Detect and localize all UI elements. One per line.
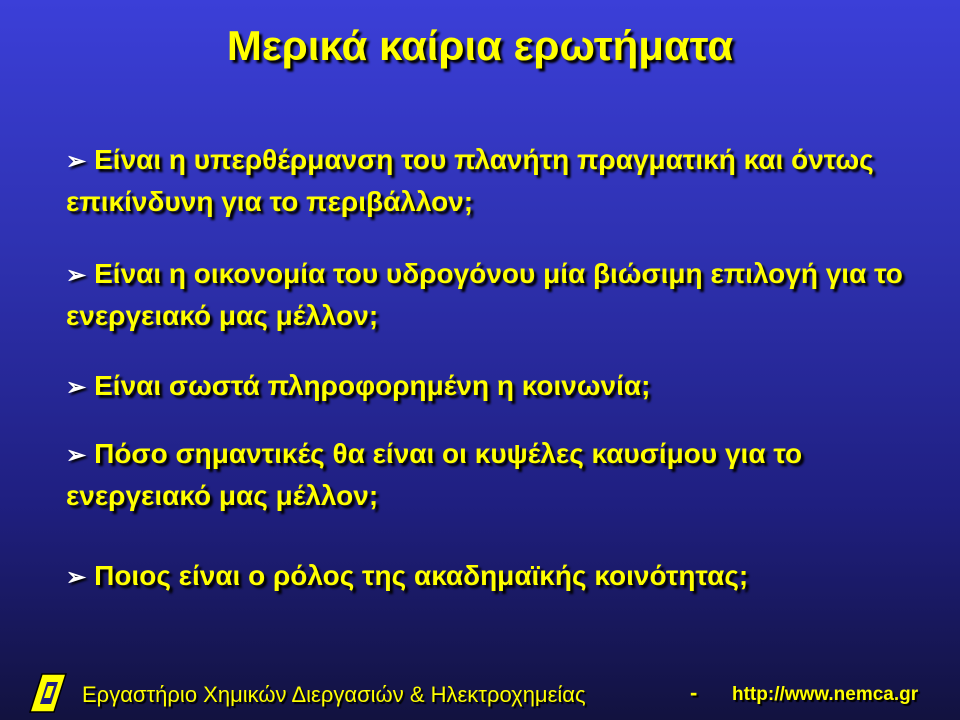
question-text: Είναι σωστά πληροφορημένη η κοινωνία; (94, 370, 651, 401)
website-link[interactable]: http://www.nemca.gr (732, 684, 919, 705)
footer-separator: - (690, 680, 698, 705)
question-text: Είναι η οικονομία του υδρογόνου μία βιώσιμη επιλογή για το ενεργειακό μας μέλλον; (66, 258, 903, 331)
question-item (66, 140, 936, 222)
slide-title: Μερικά καίρια ερωτήματα (226, 22, 734, 69)
footer (0, 668, 960, 720)
question-item (66, 254, 936, 336)
arrow-bullet-icon: ➢ (66, 442, 87, 469)
question-text: Είναι η υπερθέρμανση του πλανήτη πραγματική και όντως επικίνδυνη για το περιβάλλον; (66, 144, 874, 217)
question-text: Ποιος είναι ο ρόλος της ακαδημαϊκής κοινότητας; (94, 560, 749, 591)
question-item (66, 434, 936, 516)
lab-name: Εργαστήριο Χημικών Διεργασιών & Ηλεκτροχημείας (82, 682, 586, 707)
question-text: Πόσο σημαντικές θα είναι οι κυψέλες καυσίμου για το ενεργειακό μας μέλλον; (66, 438, 803, 511)
arrow-bullet-icon: ➢ (66, 262, 87, 289)
lab-logo-icon (24, 668, 72, 716)
arrow-bullet-icon: ➢ (66, 148, 87, 175)
arrow-bullet-icon: ➢ (66, 374, 87, 401)
question-item (66, 366, 936, 408)
arrow-bullet-icon: ➢ (66, 564, 87, 591)
question-item (66, 556, 936, 598)
